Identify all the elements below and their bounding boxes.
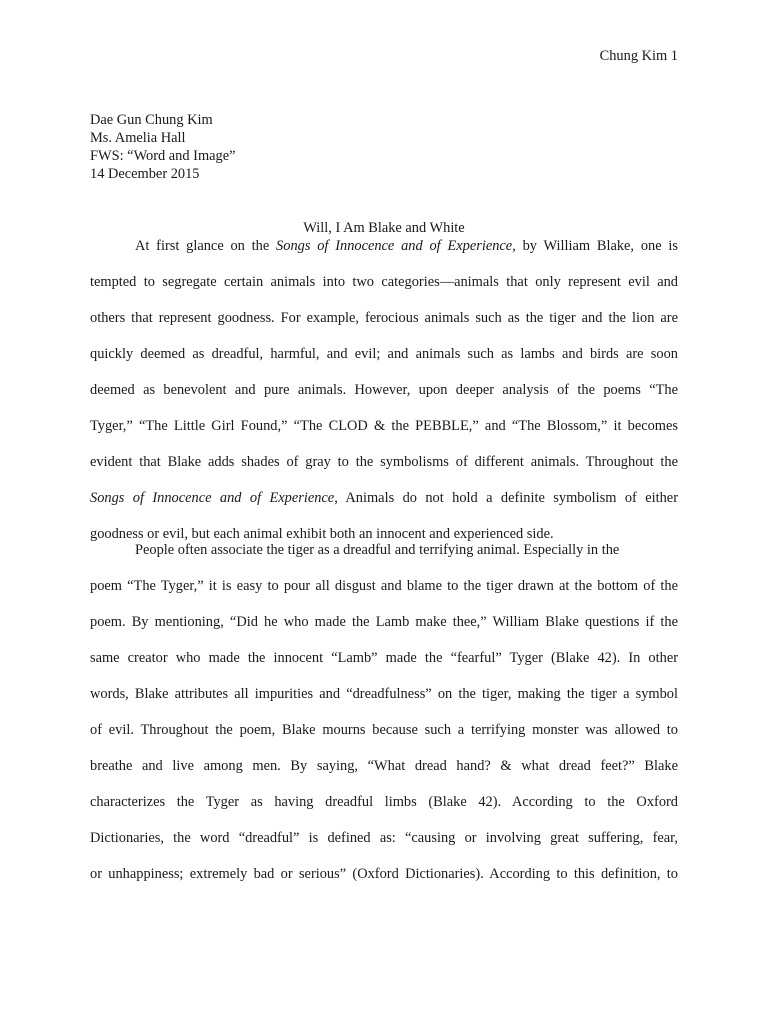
author-name: Dae Gun Chung Kim [90, 112, 213, 128]
paragraph-line: characterizes the Tyger as having dreadful limbs (Blake 42). According to the Oxford [90, 794, 678, 810]
paragraph-line: Songs of Innocence and of Experience, Animals do not hold a definite symbolism of either [90, 490, 678, 506]
paragraph-line: goodness or evil, but each animal exhibit both an innocent and experienced side. [90, 526, 554, 542]
paragraph-line: same creator who made the innocent “Lamb” made the “fearful” Tyger (Blake 42). In other [90, 650, 678, 666]
instructor-name: Ms. Amelia Hall [90, 130, 186, 146]
paragraph-line: Tyger,” “The Little Girl Found,” “The CLOD & the PEBBLE,” and “The Blossom,” it becomes [90, 418, 678, 434]
paragraph-line: words, Blake attributes all impurities and “dreadfulness” on the tiger, making the tiger a symbol [90, 686, 678, 702]
paper-date: 14 December 2015 [90, 166, 200, 182]
paragraph-line: People often associate the tiger as a dreadful and terrifying animal. Especially in the [135, 542, 620, 558]
running-head: Chung Kim 1 [599, 48, 678, 64]
paragraph-line: breathe and live among men. By saying, “What dread hand? & what dread feet?” Blake [90, 758, 678, 774]
paragraph-1 [90, 237, 678, 543]
paper-title: Will, I Am Blake and White [303, 220, 465, 236]
paragraph-line: or unhappiness; extremely bad or serious” (Oxford Dictionaries). According to this definition, to [90, 866, 678, 882]
paragraph-line: At first glance on the Songs of Innocence and of Experience, by William Blake, one is [135, 238, 678, 254]
book-title: Songs of Innocence and of Experience [90, 490, 335, 506]
paragraph-line: deemed as benevolent and pure animals. However, upon deeper analysis of the poems “The [90, 382, 678, 398]
course-name: FWS: “Word and Image” [90, 148, 236, 164]
heading-block [90, 111, 236, 183]
paragraph-line: tempted to segregate certain animals into two categories—animals that only represent evil and [90, 274, 678, 290]
paragraph-line: of evil. Throughout the poem, Blake mourns because such a terrifying monster was allowed to [90, 722, 678, 738]
paragraph-line: Dictionaries, the word “dreadful” is defined as: “causing or involving great suffering, fear, [90, 830, 678, 846]
paragraph-line: others that represent goodness. For example, ferocious animals such as the tiger and the lion are [90, 310, 678, 326]
paragraph-2 [90, 541, 678, 883]
paragraph-line: poem. By mentioning, “Did he who made the Lamb make thee,” William Blake questions if the [90, 614, 678, 630]
book-title: Songs of Innocence and of Experience [276, 238, 513, 254]
paragraph-line: quickly deemed as dreadful, harmful, and evil; and animals such as lambs and birds are soon [90, 346, 678, 362]
paragraph-line: poem “The Tyger,” it is easy to pour all disgust and blame to the tiger drawn at the bottom of the [90, 578, 678, 594]
paragraph-line: evident that Blake adds shades of gray to the symbolisms of different animals. Throughout the [90, 454, 678, 470]
